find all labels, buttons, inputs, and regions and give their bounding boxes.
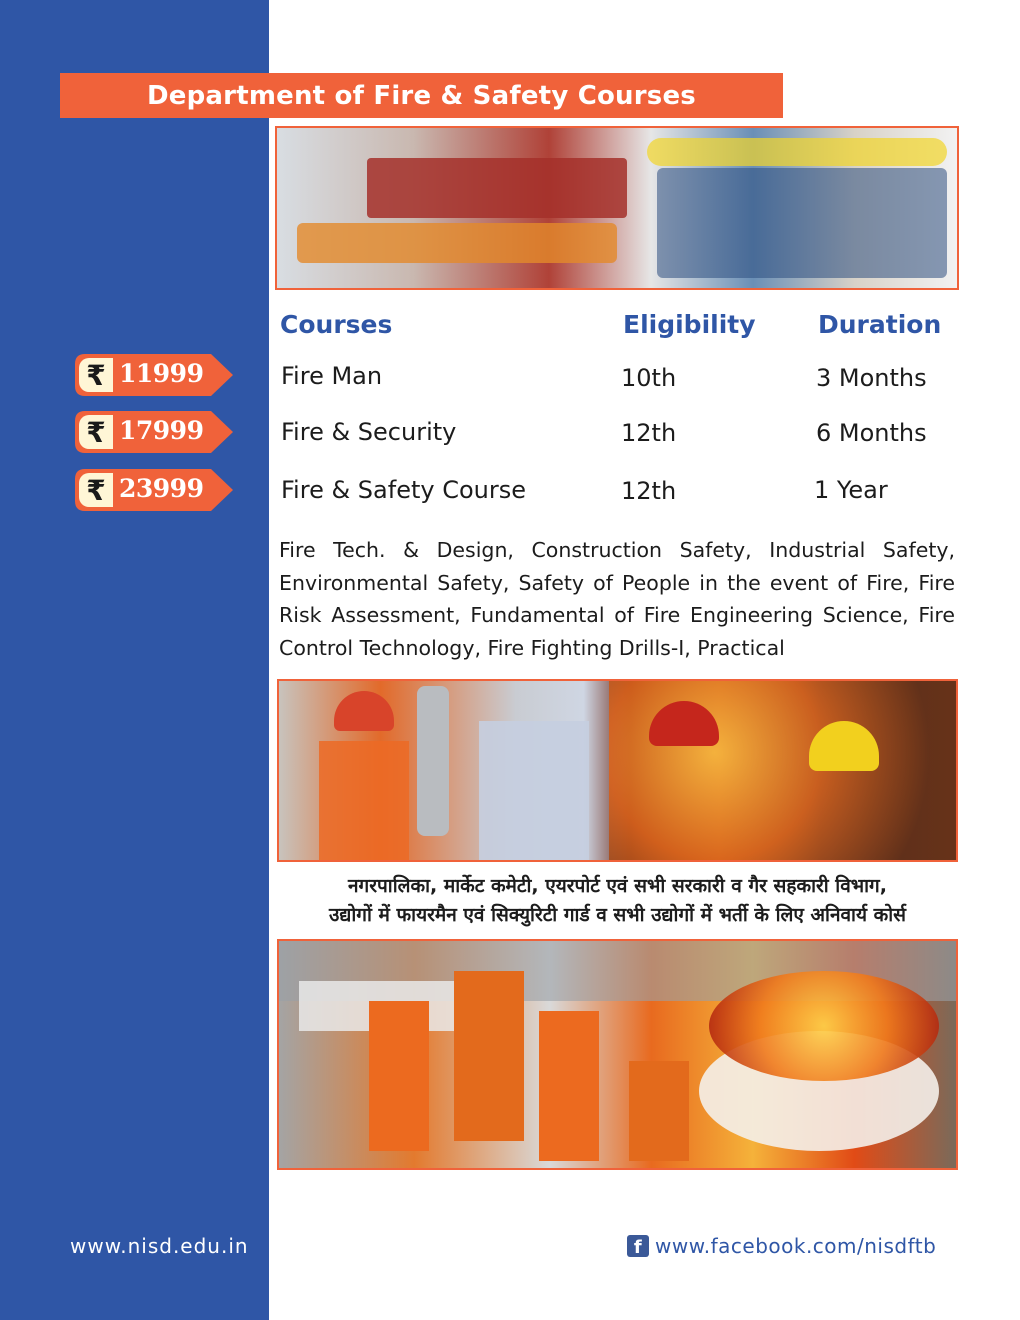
hindi-line: उद्योगों में फायरमैन एवं सिक्युरिटी गार्ड व सभी उद्योगों में भर्ती के लिए अनिवार्य कोर्स [329, 904, 906, 926]
facebook-url: www.facebook.com/nisdftb [655, 1234, 937, 1258]
course-name: Fire & Safety Course [281, 476, 526, 504]
course-syllabus-description: Fire Tech. & Design, Construction Safety, Industrial Safety, Environmental Safety, Safety of People in the event of Fire, Fire Risk Assessment, Fundamental of Fire Engineering Science, Fire Control Technology, Fire Fighting Drills-I, Practical [279, 538, 955, 660]
course-duration: 1 Year [814, 476, 888, 504]
header-duration: Duration [818, 310, 942, 339]
price-amount: 11999 [119, 359, 204, 388]
rupee-icon: ₹ [79, 473, 113, 507]
hindi-eligibility-note [277, 872, 958, 930]
rupee-icon: ₹ [79, 358, 113, 392]
photo-extinguisher-and-firefighters [277, 679, 958, 862]
website-link[interactable]: www.nisd.edu.in [70, 1234, 249, 1258]
facebook-icon: f [627, 1235, 649, 1257]
header-eligibility: Eligibility [623, 310, 756, 339]
price-tag [75, 411, 233, 453]
photo-fire-equipment-training [275, 126, 959, 290]
header-courses: Courses [280, 310, 393, 339]
course-duration: 3 Months [816, 364, 927, 392]
price-amount: 17999 [119, 416, 204, 445]
price-tag [75, 469, 233, 511]
course-eligibility: 12th [621, 419, 677, 447]
price-tag [75, 354, 233, 396]
course-eligibility: 10th [621, 364, 677, 392]
course-eligibility: 12th [621, 477, 677, 505]
course-name: Fire & Security [281, 418, 457, 446]
left-sidebar [0, 0, 269, 1320]
hindi-line: नगरपालिका, मार्केट कमेटी, एयरपोर्ट एवं सभी सरकारी व गैर सहकारी विभाग, [348, 875, 887, 897]
price-amount: 23999 [119, 474, 204, 503]
facebook-link[interactable] [627, 1234, 936, 1258]
page-title: Department of Fire & Safety Courses [60, 73, 783, 118]
rupee-icon: ₹ [79, 415, 113, 449]
photo-fire-drill [277, 939, 958, 1170]
course-duration: 6 Months [816, 419, 927, 447]
course-name: Fire Man [281, 362, 383, 390]
